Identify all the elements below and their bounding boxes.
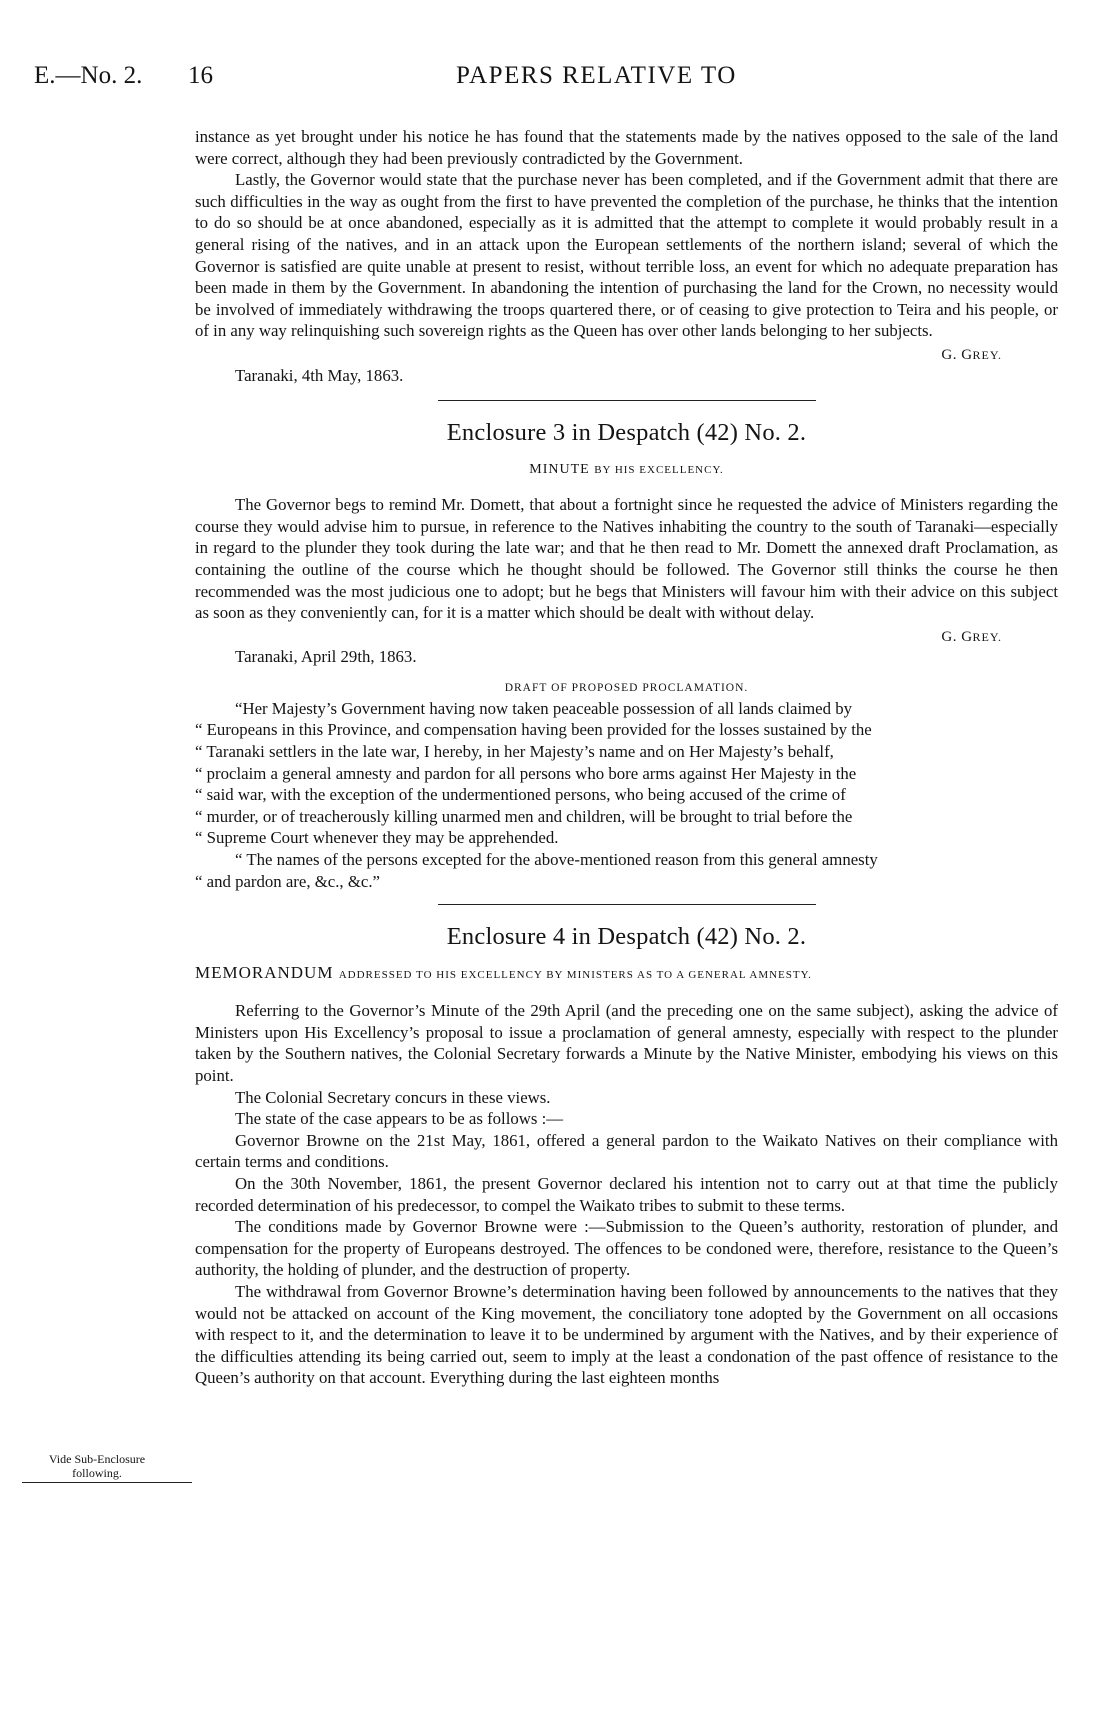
dateline-2: Taranaki, April 29th, 1863. [235,647,417,667]
memo-paragraph-2: The Colonial Secretary concurs in these views. [235,1087,551,1107]
margin-note [22,1452,172,1483]
enclosure-3-subheading: MINUTE BY HIS EXCELLENCY. [529,462,724,478]
paragraph-minute: The Governor begs to remind Mr. Domett, that about a fortnight since he requested the advice of Ministers regarding the course they would advise him to pursue, in reference to the Natives inhabiting the country to the south of Taranaki—especially in regard to the plunder they took during the late war; and that he then read to Mr. Domett the annexed draft Proclamation, as containing the outline of the course which he thought should be followed. The Governor still thinks the course he then recommended was the most judicious one to adopt; but he begs that Ministers will favour him with their advice on this subject as soon as they conveniently can, for it is a matter which should be dealt with without delay. [195,495,1058,623]
paragraph-continuation: instance as yet brought under his notice he has found that the statements made by the natives opposed to the sale of the land were correct, although they had been previously contradicted by the Government. [195,127,1058,168]
page-number: 16 [188,62,213,89]
draft-line-3: “ Taranaki settlers in the late war, I hereby, in her Majesty’s name and on Her Majesty’s behalf, [195,742,834,762]
draft-line-1: “Her Majesty’s Government having now taken peaceable possession of all lands claimed by [235,698,852,718]
document-body [195,126,1058,1389]
signature-grey-1: G. GREY. [941,346,1002,363]
enclosure-3-heading: Enclosure 3 in Despatch (42) No. 2. [446,419,807,447]
memo-paragraph-3: The state of the case appears to be as follows :— [235,1109,564,1129]
margin-note-rule [22,1482,192,1483]
section-divider-2 [438,904,816,905]
signature-grey-2: G. GREY. [941,628,1002,645]
margin-note-line-2: following. [72,1466,122,1480]
draft-proclamation-heading: DRAFT OF PROPOSED PROCLAMATION. [504,681,749,694]
draft-line-2: “ Europeans in this Province, and compensation having been provided for the losses sustained by the [195,720,872,740]
margin-note-line-1: Vide Sub-Enclosure [48,1452,146,1466]
draft-line-5: “ said war, with the exception of the undermentioned persons, who being accused of the crime of [195,785,846,805]
memo-paragraph-7: The withdrawal from Governor Browne’s determination having been followed by announcements to the natives that they would not be attacked on account of the King movement, the conciliatory tone adopted by the Government on all occasions with respect to it, and the determination to leave it to be undermined by argument with the Natives, and by their experience of the difficulties attending its being carried out, seem to imply at the least a condonation of the past offence of resistance to the Queen’s authority on that account. Everything during the last eighteen months [195,1281,1058,1388]
draft-line-9: “ and pardon are, &c., &c.” [195,871,380,891]
section-divider [438,400,816,401]
running-title: PAPERS RELATIVE TO [456,62,737,89]
memo-paragraph-6: The conditions made by Governor Browne were :—Submission to the Queen’s authority, restoration of plunder, and compensation for the property of Europeans destroyed. The offences to be condoned were, therefore, resistance to the Queen’s authority, the holding of plunder, and the destruction of property. [195,1217,1058,1280]
draft-line-4: “ proclaim a general amnesty and pardon for all persons who bore arms against Her Majesty in the [195,763,857,783]
draft-line-6: “ murder, or of treacherously killing unarmed men and children, will be brought to trial before the [195,806,853,826]
paragraph-lastly: Lastly, the Governor would state that the purchase never has been completed, and if the Government admit that there are such difficulties in the way as ought from the first to have prevented the completion of the purchase, he thinks that the intention to do so should be at once abandoned, especially as it is admitted that the attempt to complete it would probably result in a general rising of the natives, and in an attack upon the European settlements of the northern island; several of which the Governor is satisfied are quite unable at present to resist, without terrible loss, an event for which no adequate preparation has been made in them by the Government. In abandoning the intention of purchasing the land for the Crown, no necessity would be involved of immediately withdrawing the troops quartered there, or of ceasing to give protection to Teira and his people, or of in any way relinquishing such sovereign rights as the Queen has over other lands belonging to her subjects. [195,170,1058,341]
draft-proclamation-text [195,698,1058,892]
running-head [34,62,1080,102]
enclosure-4-heading: Enclosure 4 in Despatch (42) No. 2. [446,923,807,951]
draft-line-8: “ The names of the persons excepted for the above-mentioned reason from this general amnesty [235,850,878,870]
memo-paragraph-4: Governor Browne on the 21st May, 1861, offered a general pardon to the Waikato Natives on their compliance with certain terms and conditions. [195,1130,1058,1172]
memo-paragraph-5: On the 30th November, 1861, the present Governor declared his intention not to carry out at that time the publicly recorded determination of his predecessor, to compel the Waikato tribes to submit to these terms. [195,1173,1058,1215]
document-reference: E.—No. 2. [34,62,143,89]
dateline-1: Taranaki, 4th May, 1863. [235,365,404,385]
draft-line-7: “ Supreme Court whenever they may be apprehended. [195,828,559,848]
memo-paragraph-1: Referring to the Governor’s Minute of the 29th April (and the preceding one on the same subject), asking the advice of Ministers upon His Excellency’s proposal to issue a proclamation of general amnesty, especially with respect to the plunder taken by the Southern natives, the Colonial Secretary forwards a Minute by the Native Minister, embodying his views on this point. [195,1001,1058,1085]
enclosure-4-subheading: MEMORANDUM ADDRESSED TO HIS EXCELLENCY BY MINISTERS AS TO A GENERAL AMNESTY. [195,963,812,983]
